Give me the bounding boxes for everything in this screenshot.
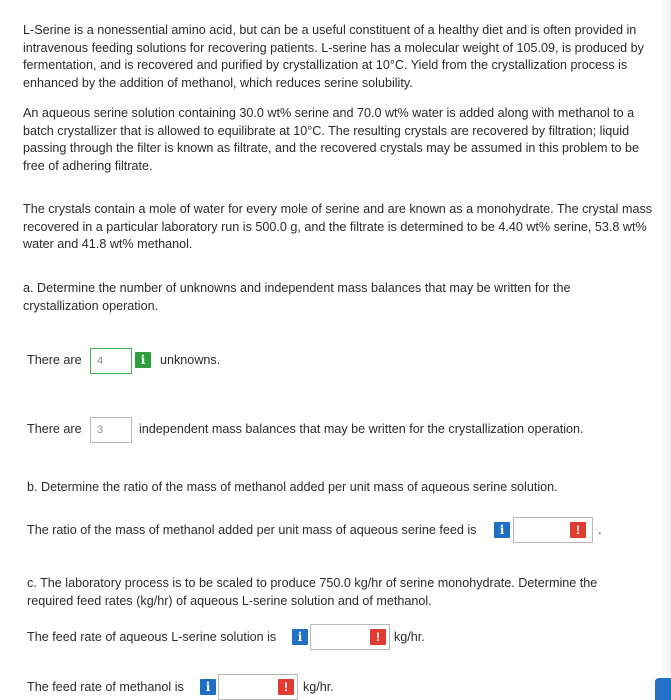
error-icon[interactable]: ! xyxy=(278,679,294,695)
error-icon[interactable]: ! xyxy=(570,522,586,538)
ratio-end-period: . xyxy=(598,523,602,537)
balances-answer-value: 3 xyxy=(97,424,104,436)
serine-feed-prompt: The feed rate of aqueous L-serine solution is xyxy=(27,630,277,644)
serine-feed-unit: kg/hr. xyxy=(394,630,425,644)
balances-answer-input[interactable] xyxy=(90,417,132,443)
methanol-feed-unit: kg/hr. xyxy=(303,680,334,694)
part-b-question: b. Determine the ratio of the mass of methanol added per unit mass of aqueous serine solution. xyxy=(27,480,558,494)
ratio-prompt: The ratio of the mass of methanol added per unit mass of aqueous serine feed is xyxy=(27,523,477,537)
info-icon[interactable]: i xyxy=(494,522,510,538)
info-icon[interactable]: i xyxy=(200,679,216,695)
corner-tab-button[interactable] xyxy=(655,678,671,700)
page-edge-shadow xyxy=(661,0,671,700)
balances-suffix: independent mass balances that may be written for the crystallization operation. xyxy=(139,422,584,436)
error-icon[interactable]: ! xyxy=(370,629,386,645)
part-a-question: a. Determine the number of unknowns and independent mass balances that may be written for the crystallization operation. xyxy=(23,281,571,313)
unknowns-suffix: unknowns. xyxy=(160,353,221,367)
balances-prefix: There are xyxy=(27,422,82,436)
info-icon[interactable]: i xyxy=(135,352,151,368)
info-icon[interactable]: i xyxy=(292,629,308,645)
unknowns-answer-value: 4 xyxy=(97,355,104,367)
unknowns-prefix: There are xyxy=(27,353,82,367)
part-c-question: c. The laboratory process is to be scaled to produce 750.0 kg/hr of serine monohydrate. Determine the required feed rates (kg/hr) of aqueous L-serine solution and of methanol. xyxy=(27,576,598,608)
intro-paragraph-1: L-Serine is a nonessential amino acid, but can be a useful constituent of a healthy diet and is often provided in intravenous feeding solutions for recovering patients. L-serine has a molecular weight of 105.09, is produced by fermentation, and is recovered and purified by crystallization at 10°C. Yield from the crystallization process is enhanced by the addition of methanol, which reduces serine solubility. xyxy=(23,23,644,90)
intro-paragraph-2: An aqueous serine solution containing 30.0 wt% serine and 70.0 wt% water is added along with methanol to a batch crystallizer that is allowed to equilibrate at 10°C. The resulting crystals are recovered by filtration; liquid passing through the filter is known as filtrate, and the recovered crystals may be assumed in this problem to be free of adhering filtrate. xyxy=(23,106,640,173)
intro-paragraph-3: The crystals contain a mole of water for every mole of serine and are known as a monohydrate. The crystal mass recovered in a particular laboratory run is 500.0 g, and the filtrate is determined to be 4.40 wt% serine, 53.8 wt% water and 41.8 wt% methanol. xyxy=(23,202,653,251)
methanol-feed-prompt: The feed rate of methanol is xyxy=(27,680,184,694)
unknowns-answer-input[interactable] xyxy=(90,348,132,374)
